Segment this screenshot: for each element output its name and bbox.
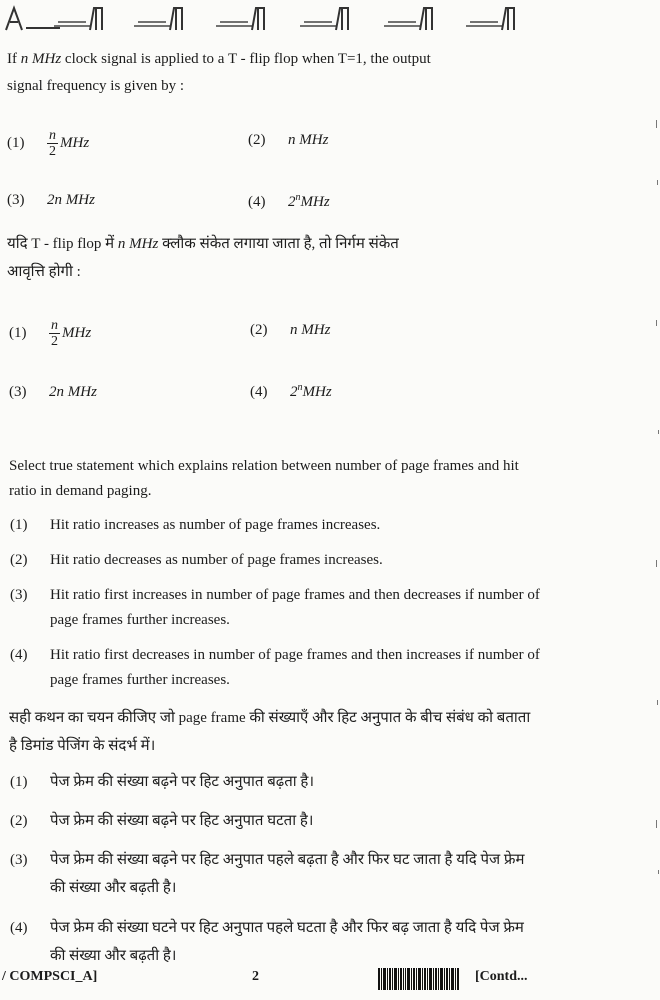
q1-hi-line2: आवृत्ति होगी :	[7, 264, 81, 280]
page-number: 2	[252, 969, 259, 984]
continued-label: [Contd...	[475, 969, 528, 984]
option-number: (1)	[7, 134, 25, 151]
q1-hindi-stem	[7, 230, 537, 286]
option-number: (2)	[248, 132, 266, 148]
page-footer	[0, 966, 660, 992]
q2-hi-option-3: (3) पेज फ्रेम की संख्या बढ़ने पर हिट अनुपात पहले बढ़ता है और फिर घट जाता है यदि पेज फ्रेम की संख्या और बढ़ती है।	[10, 852, 525, 896]
q2-english-stem: Select true statement which explains relation between number of page frames and hit ratio in demand paging.	[9, 458, 519, 499]
q2-en-option-4: (4) Hit ratio first decreases in number of page frames and then increases if number of page frames further increases.	[10, 647, 540, 688]
option-number: (1)	[9, 324, 27, 341]
q1-en-prefix: If	[7, 51, 21, 67]
q1-hi-option-4: (4) 2$^n$MHz	[250, 382, 332, 400]
q1-en-option-3: (3) 2n MHz	[7, 192, 95, 208]
q1-en-option-4: (4) 2$^n$MHz	[248, 192, 330, 210]
option-number: (3)	[7, 192, 25, 208]
q2-en-option-1: (1) Hit ratio increases as number of page frames increases.	[10, 517, 381, 533]
watermark-logo-icon	[212, 4, 270, 34]
barcode-icon	[378, 968, 460, 990]
q1-english-stem	[7, 46, 537, 100]
watermark-row	[0, 4, 660, 36]
watermark-logo-icon	[130, 4, 188, 34]
q1-hi-option-3: (3) 2n MHz	[9, 384, 97, 400]
q2-hi-option-4: (4) पेज फ्रेम की संख्या घटने पर हिट अनुपात पहले घटता है और फिर बढ़ जाता है यदि पेज फ्रेम की संख्या और बढ़ती है।	[10, 920, 524, 964]
watermark-logo-icon	[50, 4, 108, 34]
option-number: (4)	[250, 384, 268, 400]
paper-code: / COMPSCI_A]	[2, 969, 98, 984]
scan-noise	[646, 100, 660, 920]
q2-hindi-stem: सही कथन का चयन कीजिए जो page frame की संख्याएँ और हिट अनुपात के बीच संबंध को बताता है डिमांड पेजिंग के संदर्भ में।	[9, 710, 531, 754]
q1-en-line2: signal frequency is given by :	[7, 78, 185, 94]
watermark-logo-icon	[380, 4, 438, 34]
q2-en-option-2: (2) Hit ratio decreases as number of page frames increases.	[10, 552, 383, 568]
q1-en-math: n MHz	[20, 51, 62, 67]
q2-hi-option-2: (2) पेज फ्रेम की संख्या बढ़ने पर हिट अनुपात घटता है।	[10, 813, 314, 829]
q1-en-option-2: (2) n MHz	[248, 132, 329, 148]
q1-en-suffix: clock signal is applied to a T - flip flop when T=1, the output	[61, 51, 431, 67]
q2-en-option-3: (3) Hit ratio first increases in number of page frames and then decreases if number of page frames further increases.	[10, 587, 540, 628]
fraction: $\frac{n}{2}$	[49, 128, 56, 159]
option-number: (4)	[248, 194, 266, 210]
q1-hi-math: n MHz	[117, 236, 159, 252]
watermark-logo-icon	[462, 4, 520, 34]
q1-hi-option-2: (2) n MHz	[250, 322, 331, 338]
q1-hi-suffix: क्लौक संकेत लगाया जाता है, तो निर्गम संकेत	[158, 236, 399, 252]
option-number: (2)	[250, 322, 268, 338]
q1-hi-option-1: (1) $\frac{n}{2}$ MHz	[9, 318, 92, 349]
q2-hi-option-1: (1) पेज फ्रेम की संख्या बढ़ने पर हिट अनुपात बढ़ता है।	[10, 774, 315, 790]
option-number: (3)	[9, 384, 27, 400]
watermark-logo-icon	[296, 4, 354, 34]
q1-en-option-1: (1) $\frac{n}{2}$ MHz	[7, 128, 90, 159]
fraction: $\frac{n}{2}$	[51, 318, 58, 349]
q1-hi-prefix: यदि T - flip flop में	[7, 236, 118, 252]
